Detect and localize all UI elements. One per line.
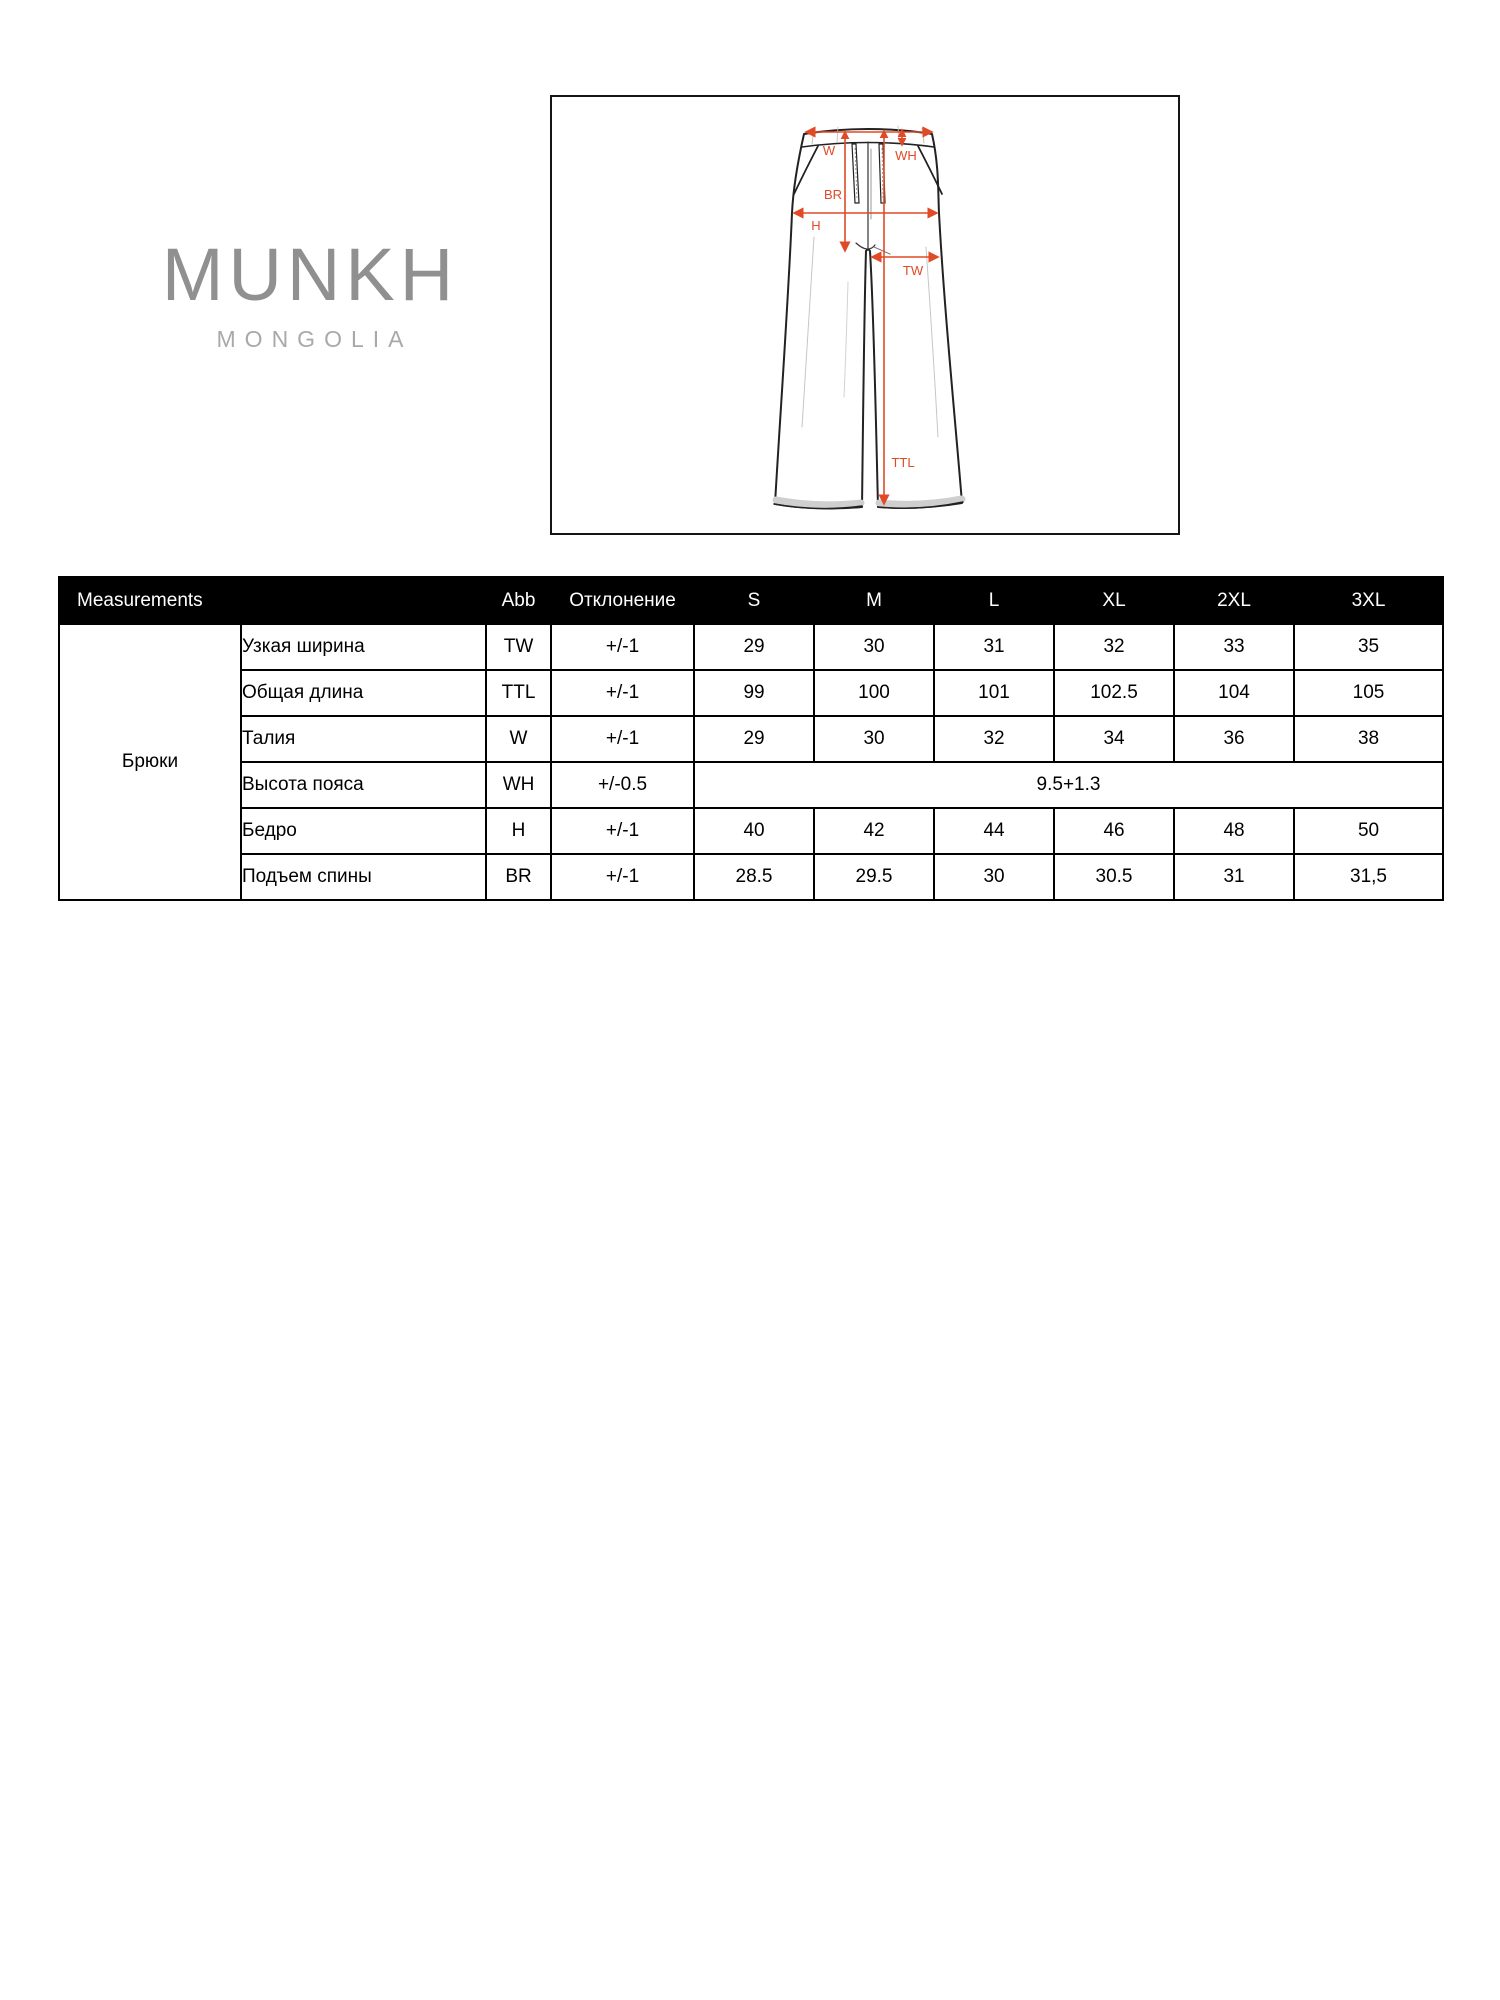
value-cell: 46 (1054, 808, 1174, 854)
value-cell: 30 (814, 624, 934, 670)
measurement-name-cell: Общая длина (241, 670, 486, 716)
wh-label: WH (895, 148, 917, 163)
table-header-row (59, 577, 1443, 624)
abb-cell: H (486, 808, 551, 854)
measurement-name-cell: Узкая ширина (241, 624, 486, 670)
value-cell: 50 (1294, 808, 1443, 854)
value-cell: 29.5 (814, 854, 934, 900)
tolerance-cell: +/-1 (551, 854, 694, 900)
measurement-name-cell: Подъем спины (241, 854, 486, 900)
value-cell: 32 (1054, 624, 1174, 670)
measurements-table (58, 576, 1444, 901)
value-cell: 101 (934, 670, 1054, 716)
brand-subtitle: MONGOLIA (216, 326, 413, 352)
pants-technical-drawing (552, 97, 1178, 533)
tolerance-cell: +/-1 (551, 716, 694, 762)
tolerance-cell: +/-1 (551, 670, 694, 716)
header-size-xl: XL (1054, 577, 1174, 624)
table-row (59, 808, 1443, 854)
value-cell: 42 (814, 808, 934, 854)
value-cell: 33 (1174, 624, 1294, 670)
value-cell: 105 (1294, 670, 1443, 716)
diagram-frame (550, 95, 1180, 535)
merged-value-cell: 9.5+1.3 (694, 762, 1443, 808)
tolerance-cell: +/-0.5 (551, 762, 694, 808)
table-row (59, 762, 1443, 808)
tolerance-cell: +/-1 (551, 624, 694, 670)
abb-cell: TTL (486, 670, 551, 716)
value-cell: 29 (694, 624, 814, 670)
value-cell: 30 (934, 854, 1054, 900)
value-cell: 34 (1054, 716, 1174, 762)
header-size-3xl: 3XL (1294, 577, 1443, 624)
tolerance-cell: +/-1 (551, 808, 694, 854)
header-size-m: M (814, 577, 934, 624)
value-cell: 40 (694, 808, 814, 854)
measurements-table-container (58, 576, 1444, 901)
hem-bands (774, 499, 963, 509)
measurement-name-cell: Бедро (241, 808, 486, 854)
h-label: H (811, 218, 821, 233)
header-size-l: L (934, 577, 1054, 624)
header-abb: Abb (486, 577, 551, 624)
abb-cell: W (486, 716, 551, 762)
br-label: BR (823, 187, 843, 202)
brand-logo (110, 233, 510, 353)
abb-cell: BR (486, 854, 551, 900)
table-row (59, 854, 1443, 900)
table-row (59, 716, 1443, 762)
value-cell: 100 (814, 670, 934, 716)
header-size-2xl: 2XL (1174, 577, 1294, 624)
value-cell: 31 (1174, 854, 1294, 900)
ttl-label: TTL (891, 455, 915, 470)
abb-cell: WH (486, 762, 551, 808)
value-cell: 35 (1294, 624, 1443, 670)
table-row (59, 624, 1443, 670)
group-label-cell: Брюки (59, 624, 241, 900)
measurement-name-cell: Талия (241, 716, 486, 762)
value-cell: 48 (1174, 808, 1294, 854)
value-cell: 28.5 (694, 854, 814, 900)
value-cell: 104 (1174, 670, 1294, 716)
w-label: W (822, 143, 836, 158)
value-cell: 31,5 (1294, 854, 1443, 900)
header-tolerance: Отклонение (551, 577, 694, 624)
value-cell: 38 (1294, 716, 1443, 762)
value-cell: 102.5 (1054, 670, 1174, 716)
value-cell: 36 (1174, 716, 1294, 762)
measurement-name-cell: Высота пояса (241, 762, 486, 808)
value-cell: 30 (814, 716, 934, 762)
value-cell: 32 (934, 716, 1054, 762)
value-cell: 29 (694, 716, 814, 762)
header-measurements: Measurements (59, 577, 486, 624)
table-row (59, 670, 1443, 716)
value-cell: 99 (694, 670, 814, 716)
value-cell: 30.5 (1054, 854, 1174, 900)
abb-cell: TW (486, 624, 551, 670)
brand-name: MUNKH (161, 233, 459, 316)
value-cell: 31 (934, 624, 1054, 670)
tw-label: TW (902, 263, 924, 278)
value-cell: 44 (934, 808, 1054, 854)
header-size-s: S (694, 577, 814, 624)
